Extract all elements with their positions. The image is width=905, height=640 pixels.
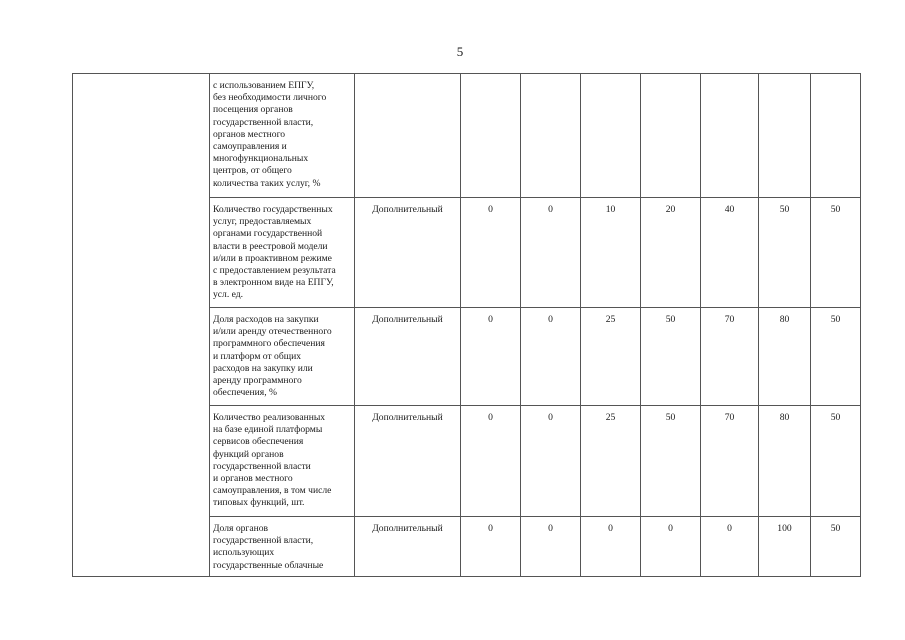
value-cell: 25 xyxy=(581,406,641,517)
value-cell: 20 xyxy=(641,198,701,308)
value-cell: 50 xyxy=(641,406,701,517)
table-row xyxy=(73,74,861,198)
value-cell: 50 xyxy=(811,308,861,406)
value-cell: 80 xyxy=(759,308,811,406)
value-cell: 0 xyxy=(581,517,641,577)
value-cell: 0 xyxy=(521,406,581,517)
indicator-name-cell xyxy=(210,198,355,308)
indicator-name-cell xyxy=(210,517,355,577)
value-cell xyxy=(461,74,521,198)
value-cell: 0 xyxy=(461,517,521,577)
merged-blank-cell xyxy=(73,74,210,577)
value-cell: 0 xyxy=(701,517,759,577)
page-number: 5 xyxy=(456,44,464,59)
value-cell: 70 xyxy=(701,406,759,517)
value-cell: 25 xyxy=(581,308,641,406)
value-cell: 50 xyxy=(641,308,701,406)
indicator-name: Доля органов государственной власти, использующих государственные облачные xyxy=(213,523,324,571)
value-cell: 0 xyxy=(521,308,581,406)
value-cell: 0 xyxy=(521,517,581,577)
value-cell: 0 xyxy=(461,308,521,406)
indicator-name-cell xyxy=(210,406,355,517)
value-cell: 100 xyxy=(759,517,811,577)
value-cell: 50 xyxy=(811,406,861,517)
value-cell xyxy=(581,74,641,198)
value-cell: 40 xyxy=(701,198,759,308)
indicator-type-cell: Дополнительный xyxy=(355,198,461,308)
value-cell: 80 xyxy=(759,406,811,517)
indicator-name-cell xyxy=(210,74,355,198)
indicator-name: Доля расходов на закупки и/или аренду отечественного программного обеспечения и платформ от общих расходов на закупку или аренду программного обеспечения, % xyxy=(213,314,332,399)
value-cell: 0 xyxy=(641,517,701,577)
value-cell: 70 xyxy=(701,308,759,406)
value-cell: 50 xyxy=(811,517,861,577)
indicator-type-cell: Дополнительный xyxy=(355,308,461,406)
indicator-type-cell xyxy=(355,74,461,198)
indicator-name: Количество реализованных на базе единой платформы сервисов обеспечения функций органов государственной власти и органов местного самоуправления, в том числе типовых функций, шт. xyxy=(213,412,332,509)
value-cell xyxy=(701,74,759,198)
value-cell: 50 xyxy=(759,198,811,308)
value-cell: 50 xyxy=(811,198,861,308)
value-cell xyxy=(759,74,811,198)
value-cell xyxy=(641,74,701,198)
value-cell: 0 xyxy=(461,198,521,308)
indicator-name: с использованием ЕПГУ, без необходимости личного посещения органов государственной власти, органов местного самоуправления и многофункциональных центров, от общего количества таких услуг, % xyxy=(213,80,327,189)
value-cell: 0 xyxy=(461,406,521,517)
indicator-name-cell xyxy=(210,308,355,406)
value-cell xyxy=(521,74,581,198)
value-cell: 0 xyxy=(521,198,581,308)
indicators-table xyxy=(72,73,861,577)
indicator-type-cell: Дополнительный xyxy=(355,406,461,517)
indicator-name: Количество государственных услуг, предоставляемых органами государственной власти в реестровой модели и/или в проактивном режиме с предоставлением результата в электронном виде на ЕПГУ, усл. ед. xyxy=(213,204,336,301)
value-cell: 10 xyxy=(581,198,641,308)
indicator-type-cell: Дополнительный xyxy=(355,517,461,577)
value-cell xyxy=(811,74,861,198)
